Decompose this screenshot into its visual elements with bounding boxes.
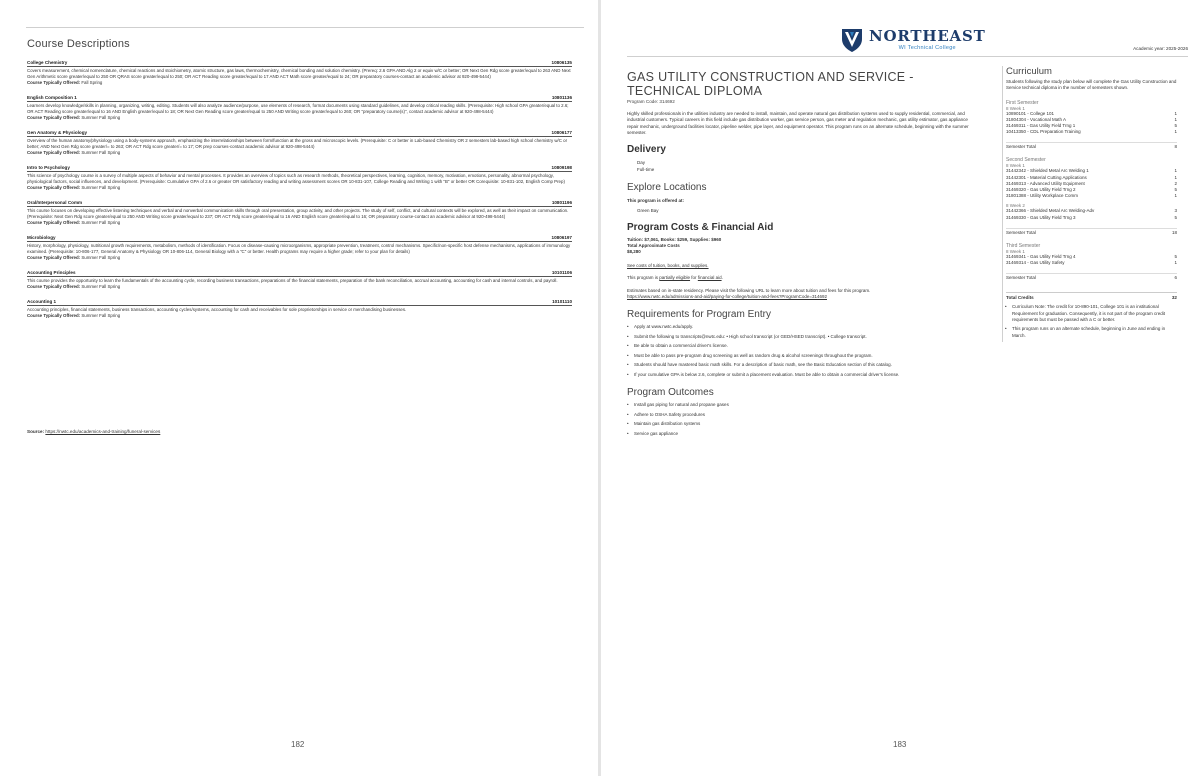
costs-total: $8,280 bbox=[627, 249, 641, 255]
course-name: 31801388 - Utility Workplace Comm bbox=[1006, 193, 1078, 199]
delivery-day: Day bbox=[637, 160, 646, 166]
course-credits: 3 bbox=[1174, 208, 1177, 214]
course-offered bbox=[27, 115, 572, 121]
course-description: Covers measurement, chemical nomenclature, chemical reactions and stoichiometry, atomic structure, gas laws, thermochemistry, chemical bonding and solution chemistry. (Prereq: 2.6 GPA AND Alg 2 or equiv w/C or better; OR Next Gen Rdg score greater/equal to 263 AND Next Gen Arithmetic score greater/equal to 250 OR QRAS score greater/equal to 250; OR ACT Reading score greater/equal to 17 AND ACT Math score greater/equal to 24; OR preparatory courses-contact an academic advisor at 920-498-5444) bbox=[27, 68, 571, 79]
course-name: 31442301 - Material Cutting Applications bbox=[1006, 174, 1087, 180]
requirement-item: • Submit the following to transcripts@nwtc.edu: • High school transcript (or GED/HSED transcript). • College transcript. bbox=[627, 334, 979, 340]
program-main-column bbox=[627, 70, 979, 440]
course-name: 31469311 - Gas Utility Field Trng 1 bbox=[1006, 123, 1076, 128]
course-name: 31469341 - Gas Utility Field Trng 4 bbox=[1006, 253, 1076, 259]
page-title: Course Descriptions bbox=[27, 38, 130, 50]
course-name: 10413350 - CDL Preparation Training bbox=[1006, 129, 1081, 135]
course-offered-label: Course Typically Offered: bbox=[27, 255, 81, 260]
course-entry bbox=[27, 270, 572, 290]
source-link[interactable]: https://nwtc.edu/academics-and-training/funeral-services bbox=[45, 429, 161, 434]
course-name: Gen Anatomy & Physiology bbox=[27, 130, 88, 135]
course-code: 10801196 bbox=[551, 200, 572, 205]
curriculum-course-row bbox=[1006, 260, 1177, 266]
partially-eligible-link[interactable]: partially eligible bbox=[659, 275, 691, 281]
estimate-note: Estimates based on in-state residency. Please visit the following URL to learn more about tuition and fees for this program. https://www.nwtc.edu/admissions-and-aid/paying-for-college/tuition-and-fees?ProgramCode=314692 bbox=[627, 288, 979, 301]
course-header bbox=[27, 270, 572, 277]
course-description: Learners develop knowledge/skills in planning, organizing, writing, editing. Students will also analyze audience/purpose, use elements of research, format documents using standard guidelines, and develop critical reading skills. (Prerequisite: High school GPA greater/equal to 2.6; OR ACT Reading score greater/equal to 16 AND English greater/equal to 18; OR Next Gen Reading score greater/equal to 250 AND Writing score greater/equal to 260; OR "preparatory course(s)", contact academic advisor at 920-498-5444) bbox=[27, 103, 569, 114]
page-number: 182 bbox=[291, 740, 305, 749]
program-title: GAS UTILITY CONSTRUCTION AND SERVICE - TECHNICAL DIPLOMA bbox=[627, 70, 914, 98]
curriculum-heading: Curriculum bbox=[1006, 66, 1052, 77]
see-costs-link[interactable]: See costs of tuition, books, and supplies. bbox=[627, 263, 709, 269]
delivery-heading: Delivery bbox=[627, 144, 666, 156]
curriculum-note: • Curriculum Note: The credit for 10-890-101, College 101 is an institutional Requirement for graduation. Consequently, it is not part of the program credit requirements but must be passed with a C or better. bbox=[1005, 304, 1177, 323]
course-offered bbox=[27, 313, 572, 319]
source-label: Source: bbox=[27, 429, 45, 434]
course-name: Oral/Interpersonal Comm bbox=[27, 200, 83, 205]
semester-block bbox=[1006, 157, 1177, 234]
top-divider bbox=[26, 27, 584, 28]
course-offered-terms: Summer Fall Spring bbox=[81, 313, 121, 318]
semester-list bbox=[1005, 100, 1177, 281]
course-name: Intro to Psychology bbox=[27, 165, 70, 170]
semester-total bbox=[1006, 228, 1177, 235]
week-label: 8 Week 1 bbox=[1006, 248, 1025, 254]
outcomes-list bbox=[627, 402, 979, 437]
course-name: 31469320 - Gas Utility Field Trng 2 bbox=[1006, 187, 1076, 193]
requirements-list bbox=[627, 324, 979, 378]
outcomes-heading: Program Outcomes bbox=[627, 387, 714, 399]
requirement-item: • Must be able to pass pre-program drug screening as well as random drug & alcohol screenings throughout the program. bbox=[627, 353, 979, 359]
curriculum-course-row bbox=[1006, 129, 1177, 135]
course-entry bbox=[27, 60, 572, 86]
course-description: This course provides the opportunity to learn the fundamentals of the accounting cycle, recording business transactions, preparations of the financial statements, preparation of the bank reconciliation, accrual accounting, accounting for cash and internal controls, and payroll. bbox=[27, 278, 558, 283]
requirement-item: • Apply at www.nwtc.edu/apply. bbox=[627, 324, 979, 330]
semester-total-label: Semester Total bbox=[1006, 229, 1036, 235]
course-header bbox=[27, 95, 572, 102]
semester-name: Second Semester bbox=[1006, 157, 1046, 164]
course-offered-terms: Summer Fall Spring bbox=[81, 150, 121, 155]
course-header bbox=[27, 165, 572, 172]
course-description: Overview of the human anatomy/physiology using a body-systems approach, emphasizing the interrelationships between form/function at the gross and microscopic levels. (Prerequisite: C or better in Lab-based Chemistry OR 2 semesters lab-based high school chemistry w/C or better; AND Next Gen Rdg score greater/= to 263; OR ACT Rdg score greater/= to 17; OR prep courses-contact academic advisor at 920-498-5444) bbox=[27, 138, 568, 149]
course-offered-label: Course Typically Offered: bbox=[27, 313, 81, 318]
curriculum-course-row bbox=[1006, 215, 1177, 221]
course-offered bbox=[27, 255, 572, 261]
week-label: 8 Week 1 bbox=[1006, 105, 1025, 111]
week-label: 8 Week 1 bbox=[1006, 163, 1025, 169]
course-entry bbox=[27, 130, 572, 156]
course-name: 10890101 - College 101 bbox=[1006, 110, 1055, 116]
semester-name: Third Semester bbox=[1006, 242, 1041, 249]
locations-heading: Explore Locations bbox=[627, 182, 707, 194]
curriculum-intro: Students following the study plan below will complete the Gas Utility Construction and Service technical diploma in the number of semesters shown. bbox=[1006, 79, 1177, 91]
course-offered-terms: Summer Fall Spring bbox=[81, 185, 121, 190]
course-code: 10806177 bbox=[551, 130, 572, 135]
course-name: 31469314 - Gas Utility Safety bbox=[1006, 260, 1065, 266]
course-code: 10101106 bbox=[551, 270, 572, 275]
source-line bbox=[27, 429, 160, 434]
semester-block bbox=[1006, 243, 1177, 280]
outcome-item: • Install gas piping for natural and propane gases bbox=[627, 402, 979, 408]
requirements-heading: Requirements for Program Entry bbox=[627, 309, 771, 321]
program-code: Program Code: 314692 bbox=[627, 99, 675, 104]
logo-wordmark: NORTHEAST bbox=[869, 27, 986, 45]
course-description: Accounting principles, financial statements, business transactions, accounting cycles/systems, accounting for cash and receivables for sole proprietorships in service or merchandising businesses. bbox=[27, 307, 407, 312]
course-offered bbox=[27, 185, 572, 191]
course-header bbox=[27, 60, 572, 67]
course-entry bbox=[27, 95, 572, 121]
course-header bbox=[27, 235, 572, 242]
semester-total-value: 18 bbox=[1171, 229, 1177, 235]
course-name: 31469313 - Advanced Utility Equipment bbox=[1006, 180, 1085, 186]
course-code: 10101110 bbox=[552, 299, 572, 304]
course-offered bbox=[27, 284, 572, 290]
left-page bbox=[0, 0, 598, 776]
right-page bbox=[601, 0, 1200, 776]
requirement-item: • Be able to obtain a commercial driver's license. bbox=[627, 343, 979, 349]
curriculum-sidebar bbox=[1002, 66, 1177, 342]
costs-breakdown: Tuition: $7,061, Books: $259, Supplies: $960 bbox=[627, 237, 722, 243]
outcome-item: • Service gas appliance bbox=[627, 431, 979, 437]
course-credits: 2 bbox=[1174, 180, 1177, 186]
course-entry bbox=[27, 200, 572, 226]
costs-heading: Program Costs & Financial Aid bbox=[627, 222, 774, 234]
course-credits: 1 bbox=[1174, 174, 1177, 180]
course-offered bbox=[27, 80, 572, 86]
course-offered-label: Course Typically Offered: bbox=[27, 115, 81, 120]
delivery-fulltime: Full-time bbox=[637, 167, 655, 173]
college-logo bbox=[841, 27, 986, 53]
course-entry bbox=[27, 235, 572, 261]
course-header bbox=[27, 200, 572, 207]
course-description: This science of psychology course is a survey of multiple aspects of behavior and mental processes. It provides an overview of topics such as research methods, theoretical perspectives, learning, cognition, memory, motivation, emotions, personality, abnormal psychology, physiological factors, social influences, and development. (Prerequisite: Cumulative GPA of 2.6 or greater OR satisfactory reading and writing assessment scores OR 10-831-107, College Reading and Writing 1 with "B" or better OR Corequisite: 10-831-102, English Comp Prep) bbox=[27, 173, 565, 184]
course-credits: 5 bbox=[1174, 253, 1177, 259]
financial-aid-link[interactable]: financial aid bbox=[697, 275, 722, 281]
academic-year: Academic year: 2025-2026 bbox=[1133, 46, 1188, 51]
requirement-item: • If your cumulative GPA is below 2.6, complete or submit a placement evaluation. Must be able to obtain a commercial driver's license. bbox=[627, 372, 979, 378]
course-name: Microbiology bbox=[27, 235, 56, 240]
course-header bbox=[27, 130, 572, 137]
course-offered-label: Course Typically Offered: bbox=[27, 220, 81, 225]
outcome-item: • Adhere to OSHA Safety procedures bbox=[627, 412, 979, 418]
course-credits: 5 bbox=[1174, 123, 1177, 128]
curriculum-notes bbox=[1005, 304, 1177, 339]
course-name: College Chemistry bbox=[27, 60, 68, 65]
semester-total-label: Semester Total bbox=[1006, 144, 1036, 150]
course-name: Accounting Principles bbox=[27, 270, 76, 275]
course-name: English Composition 1 bbox=[27, 95, 77, 100]
total-credits: Total Credits 32 bbox=[1006, 292, 1177, 300]
logo-subtitle: WI Technical College bbox=[898, 45, 956, 51]
shield-logo-icon bbox=[841, 27, 863, 53]
page-number: 183 bbox=[893, 740, 907, 749]
course-code: 10809198 bbox=[551, 165, 572, 170]
curriculum-course-row bbox=[1006, 193, 1177, 199]
costs-total-label: Total Approximate Costs bbox=[627, 243, 680, 249]
course-description: History, morphology, physiology, nutritional growth requirements, metabolism, methods of identification. Focus on disease-causing microorganisms, appropriate prevention, treatment, control mechanisms. Specific/non-specific host defense mechanisms, applications of immunology examined. (Prerequisite: 10-806-177, General Anatomy & Physiology OR 10-806-114, General Biology with a "C" or better. Health programs may require a higher grade; refer to your plan for details) bbox=[27, 243, 571, 254]
financial-aid-eligibility: This program is partially eligible for financial aid. bbox=[627, 275, 723, 281]
course-credits: 1 bbox=[1174, 110, 1177, 116]
course-credits: 1 bbox=[1174, 260, 1177, 266]
course-credits: 5 bbox=[1174, 214, 1177, 220]
course-offered-terms: Summer Fall Spring bbox=[81, 255, 121, 260]
course-offered bbox=[27, 150, 572, 156]
week-label: 8 Week 2 bbox=[1006, 203, 1025, 209]
course-name: Accounting 1 bbox=[27, 299, 57, 304]
locations-intro: This program is offered at: bbox=[627, 198, 685, 204]
course-offered-label: Course Typically Offered: bbox=[27, 80, 81, 85]
outcome-item: • Maintain gas distribution systems bbox=[627, 421, 979, 427]
course-entry bbox=[27, 299, 572, 319]
course-offered-terms: Fall Spring bbox=[81, 80, 103, 85]
course-credits: 1 bbox=[1174, 193, 1177, 199]
course-list bbox=[27, 60, 572, 328]
course-name: 31469330 - Gas Utility Field Trng 3 bbox=[1006, 214, 1076, 220]
course-credits: 5 bbox=[1174, 187, 1177, 193]
semester-total-value: 6 bbox=[1174, 275, 1177, 281]
semester-total-value: 8 bbox=[1174, 144, 1177, 150]
course-offered-label: Course Typically Offered: bbox=[27, 185, 81, 190]
semester-total-label: Semester Total bbox=[1006, 275, 1036, 281]
tuition-url-link[interactable]: https://www.nwtc.edu/admissions-and-aid/paying-for-college/tuition-and-fees?ProgramCode=314692 bbox=[627, 294, 827, 300]
course-offered bbox=[27, 220, 572, 226]
course-offered-terms: Summer Fall Spring bbox=[81, 220, 121, 225]
course-header bbox=[27, 299, 572, 306]
course-offered-terms: Summer Fall Spring bbox=[81, 284, 121, 289]
header-divider bbox=[627, 56, 1188, 57]
course-code: 10806197 bbox=[551, 235, 572, 240]
course-offered-label: Course Typically Offered: bbox=[27, 150, 81, 155]
semester-name: First Semester bbox=[1006, 99, 1039, 106]
course-name: 31442342 - Shielded Metal Arc Welding 1 bbox=[1006, 168, 1089, 174]
course-name: 31442366 - Shielded Metal Arc Welding-Adv bbox=[1006, 208, 1095, 214]
course-code: 10806135 bbox=[551, 60, 572, 65]
semester-total bbox=[1006, 273, 1177, 280]
requirement-item: • Students should have mastered basic math skills. For a description of basic math, see the Basic Education section of this catalog. bbox=[627, 362, 979, 368]
course-code: 10801136 bbox=[551, 95, 572, 100]
semester-total bbox=[1006, 142, 1177, 149]
program-intro: Highly skilled professionals in the utilities industry are needed to install, maintain, and operate natural gas distribution systems used to supply residential, commercial, and industrial customers. Typical careers in this field include gas distribution worker, gas service person, gas meter and regulation mechanic, gas utility estimator, gas appliance repair mechanic, underground facilities locator, pipeline welder, pipe layer, and equipment operator. This program runs on an alternate schedule, beginning with the summer semester. bbox=[627, 111, 969, 135]
course-name: 31804304 - Vocational Math A bbox=[1006, 116, 1067, 122]
course-credits: 1 bbox=[1174, 116, 1177, 122]
course-credits: 1 bbox=[1174, 129, 1177, 135]
semester-block bbox=[1006, 100, 1177, 150]
course-description: This course focuses on developing effective listening techniques and verbal and nonverbal communication skills through oral presentation, group activity, and other projects. The study of self, conflict, and cultural contexts will be explored, as well as their impact on communication. (Prerequisite: Next Gen Rdg score greater/equal to 250 AND Writing score greater/equal to 237; OR ACT Rdg score greater/equal to 16 AND English score greater/equal to 16; OR preparatory course-contact an academic advisor at 920-498-5444) bbox=[27, 208, 569, 219]
location-green-bay: Green Bay bbox=[637, 208, 659, 214]
curriculum-note: • This program runs on an alternate schedule, beginning in June and ending in March. bbox=[1005, 326, 1177, 339]
course-credits: 1 bbox=[1174, 168, 1177, 174]
course-entry bbox=[27, 165, 572, 191]
course-offered-terms: Summer Fall Spring bbox=[81, 115, 121, 120]
course-offered-label: Course Typically Offered: bbox=[27, 284, 81, 289]
